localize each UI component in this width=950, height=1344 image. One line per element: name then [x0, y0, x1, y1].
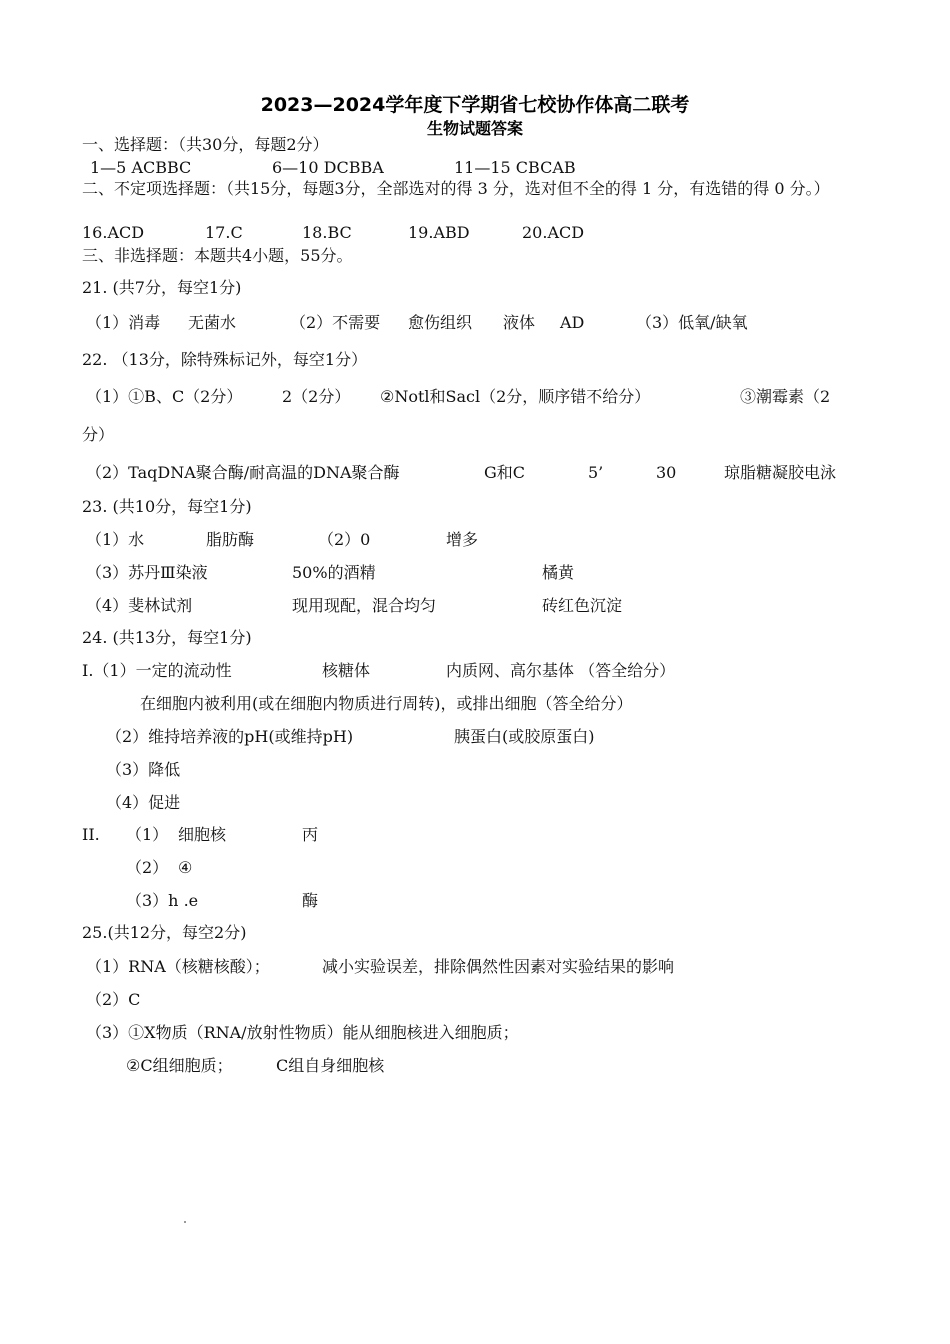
answer-item: 19.ABD — [408, 223, 470, 242]
page-title: 2023—2024学年度下学期省七校协作体高二联考 — [260, 94, 690, 116]
scan-speck — [184, 1221, 186, 1223]
answer-item: 17.C — [205, 223, 243, 242]
answer-item: 18.BC — [302, 223, 352, 242]
answer-group: 11—15 CBCAB — [454, 158, 576, 177]
answer-item: 16.ACD — [82, 223, 145, 242]
answer-item: 20.ACD — [522, 223, 585, 242]
answer-page: 2023—2024学年度下学期省七校协作体高二联考 生物试题答案 一、选择题：（共30分，每题2分） 1—5 ACBBC 6—10 DCBBA 11—15 CBCAB 二、不定项选择题：（共15分，每题3分，全部选对的得 3 分，选对但不全的得 1 分，有选错的得 0 分。） 16.ACD 17.C 18.BC 19.ABD 20.ACD 三、非选择题：本题共4小题，55分。 21. (共7分，每空1分) （1）消毒 无菌水 （2）不需要 愈伤组织 液体 AD （3）低氧/缺氧 22. （13分，除特殊标记外，每空1分） （1）①B、C（2分） 2（2分） ②Notl和Sacl（2分，顺序错不给分） ③潮霉素（2 分） （2）TaqDNA聚合酶/耐高温的DNA聚合酶 G和C 5’ 30 琼脂糖凝胶电泳 23. (共10分，每空1分) （1）水 脂肪酶 （2）0 增多 （3）苏丹Ⅲ染液 50%的酒精 橘黄 （4）斐林试剂 现用现配，混合均匀 砖红色沉淀 24. (共13分，每空1分) I.（1）一定的流动性 核糖体 内质网、高尔基体 （答全给分） 在细胞内被利用(或在细胞内物质进行周转)，或排出细胞（答全给分） （2）维持培养液的pH(或维持pH) 胰蛋白(或胶原蛋白) （3）降低 （4）促进 II. （1） 细胞核 丙 （2） ④ （3）h .e 酶 25.(共12分，每空2分) （1）RNA（核糖核酸）； 减小实验误差，排除偶然性因素对实验结果的影响 （2）C （3）①X物质（RNA/放射性物质）能从细胞核进入细胞质； ②C组细胞质； C组自身细胞核 — [0, 0, 950, 1344]
page-subtitle: 生物试题答案 — [426, 119, 523, 138]
answer-group: 6—10 DCBBA — [272, 158, 384, 177]
answer-group: 1—5 ACBBC — [90, 158, 192, 177]
section2-heading: 二、不定项选择题：（共15分，每题3分，全部选对的得 3 分，选对但不全的得 1 分，有选错的得 0 分。） — [82, 179, 830, 198]
